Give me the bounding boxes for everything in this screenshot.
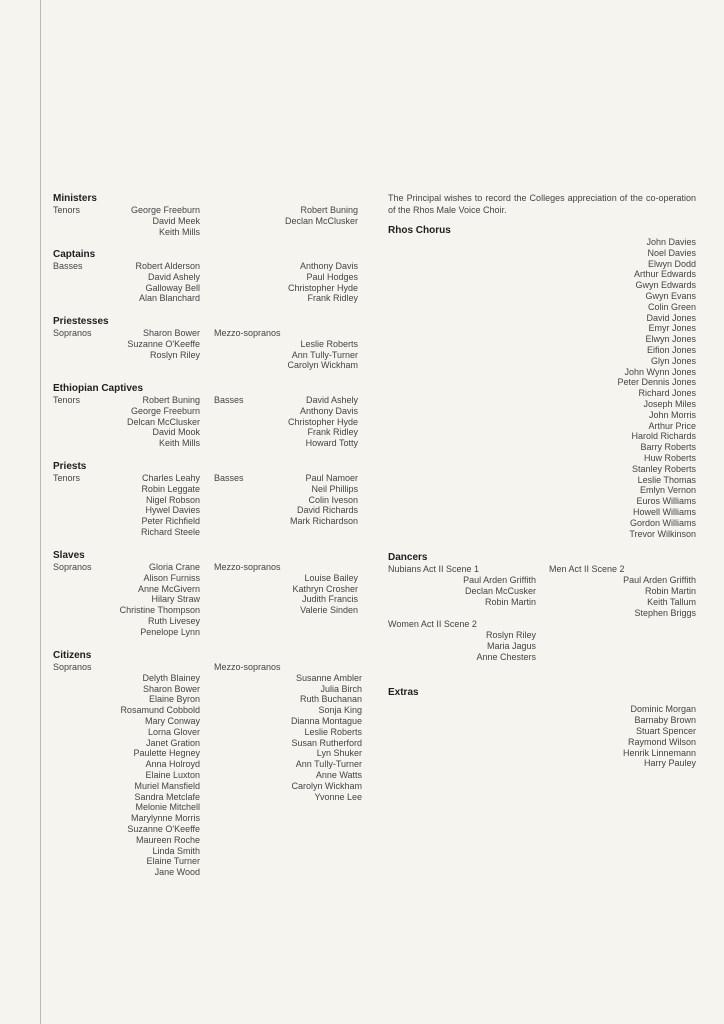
section-dancers: [388, 552, 696, 663]
cast-name: Arthur Price: [648, 420, 696, 431]
cast-name: Dianna Montague: [290, 715, 362, 726]
cast-name: Robert Buning: [142, 395, 200, 405]
name-list: [285, 205, 358, 227]
cast-name: Arthur Edwards: [633, 269, 696, 280]
cast-name: Suzanne O'Keeffe: [127, 823, 200, 834]
cast-name: Hywel Davies: [145, 505, 200, 516]
cast-name: Emyr Jones: [648, 323, 696, 334]
voice-label: Basses: [214, 473, 244, 483]
cast-name: Suzanne O'Keeffe: [127, 338, 200, 349]
cast-name: Robert Buning: [300, 205, 358, 215]
cast-name: Anna Holroyd: [145, 759, 200, 770]
cast-name: Leslie Thomas: [637, 474, 696, 485]
cast-name: Mark Richardson: [289, 516, 358, 527]
cast-name: John Morris: [648, 409, 696, 420]
cast-name: Elwyn Jones: [645, 334, 696, 345]
cast-name: Stephen Briggs: [634, 607, 696, 618]
cast-name: Glyn Jones: [650, 355, 696, 366]
voice-label: Tenors: [53, 473, 81, 483]
cast-name: Paul Hodges: [306, 271, 358, 282]
cast-name: Christine Thompson: [119, 605, 200, 616]
cast-name: Janet Gration: [145, 737, 200, 748]
cast-name: Sharon Bower: [142, 328, 200, 338]
section-heading: Rhos Chorus: [388, 225, 451, 236]
section-ministers: [53, 193, 368, 238]
cast-name: Gloria Crane: [148, 562, 200, 572]
cast-name: Susan Rutherford: [291, 737, 362, 748]
voice-label: Tenors: [53, 205, 81, 215]
group-label: Nubians Act II Scene 1: [388, 564, 480, 575]
cast-name: Robin Martin: [644, 585, 696, 596]
cast-name: Rosamund Cobbold: [120, 705, 200, 716]
cast-list-left-column: [53, 193, 368, 889]
cast-name: Raymond Wilson: [627, 736, 696, 747]
cast-name: Elaine Byron: [148, 694, 200, 705]
cast-name: Galloway Bell: [145, 282, 200, 293]
name-list: [127, 395, 200, 449]
section-slaves: [53, 550, 368, 639]
cast-name: Sharon Bower: [142, 683, 200, 694]
name-list: [288, 261, 358, 304]
section-priests: [53, 461, 368, 539]
cast-name: Linda Smith: [152, 845, 200, 856]
cast-name: Ruth Livesey: [147, 615, 200, 626]
cast-name: Joseph Miles: [643, 398, 696, 409]
name-list: [463, 575, 536, 607]
cast-name: John Wynn Jones: [624, 366, 696, 377]
name-list: [131, 205, 200, 237]
cast-name: Kathryn Crosher: [292, 583, 358, 594]
cast-name: Anne Chesters: [476, 651, 536, 662]
cast-name: Ruth Buchanan: [299, 694, 362, 705]
cast-name: David Meek: [152, 215, 200, 226]
section-body: [53, 205, 368, 238]
cast-name: Gwyn Edwards: [635, 280, 696, 291]
cast-name: Robin Martin: [484, 596, 536, 607]
cast-name: Keith Mills: [158, 438, 200, 449]
cast-name: Emlyn Vernon: [639, 485, 696, 496]
voice-label: Mezzo-sopranos: [214, 562, 281, 572]
acknowledgement-text: The Principal wishes to record the Colleges appreciation of the co-operation of the Rhos Male Voice Choir.: [388, 193, 696, 215]
cast-name: Howard Totty: [305, 438, 358, 449]
cast-name: Henrik Linnemann: [622, 747, 696, 758]
voice-label: Sopranos: [53, 328, 92, 338]
name-list: [120, 673, 200, 878]
section-heading: Ethiopian Captives: [53, 383, 144, 394]
cast-name: Yvonne Lee: [314, 791, 362, 802]
cast-name: David Mook: [152, 427, 200, 438]
section-heading: Captains: [53, 249, 96, 260]
cast-name: Euros Williams: [636, 496, 696, 507]
voice-label: Sopranos: [53, 562, 92, 572]
section-heading: Extras: [388, 687, 419, 699]
cast-name: Dominic Morgan: [630, 704, 696, 715]
cast-name: Leslie Roberts: [300, 338, 358, 349]
cast-name: Barnaby Brown: [634, 715, 696, 726]
cast-name: Nigel Robson: [145, 494, 200, 505]
cast-name: Carolyn Wickham: [291, 780, 362, 791]
cast-name: Valerie Sinden: [300, 605, 358, 616]
cast-name: Robert Alderson: [135, 261, 200, 271]
cast-name: Robin Leggate: [141, 483, 200, 494]
cast-name: Marylynne Morris: [130, 813, 200, 824]
cast-name: Ann Tully-Turner: [295, 759, 362, 770]
section-body: [53, 473, 368, 539]
cast-name: Roslyn Riley: [149, 349, 200, 360]
cast-name: Carolyn Wickham: [287, 360, 358, 371]
dancers-women-block: [388, 619, 696, 663]
cast-name: Alan Blanchard: [138, 293, 200, 304]
cast-name: Anthony Davis: [299, 261, 358, 271]
cast-name: Judith Francis: [301, 594, 358, 605]
name-list: [388, 237, 696, 539]
cast-name: Colin Green: [647, 301, 696, 312]
name-list: [287, 339, 358, 371]
section-priestesses: [53, 316, 368, 372]
cast-name: Harry Pauley: [643, 758, 696, 769]
cast-name: Gwyn Evans: [645, 290, 696, 301]
cast-name: Colin Iveson: [308, 494, 358, 505]
section-body: [53, 261, 368, 305]
name-list: [127, 328, 200, 360]
cast-name: Anne McGivern: [137, 583, 200, 594]
section-heading: Citizens: [53, 650, 92, 661]
cast-name: Jane Wood: [154, 867, 200, 878]
section-heading: Priests: [53, 461, 87, 472]
voice-label: Mezzo-sopranos: [214, 662, 281, 672]
cast-name: Howell Williams: [632, 506, 696, 517]
cast-name: Paul Arden Griffith: [463, 575, 536, 586]
cast-name: Peter Dennis Jones: [617, 377, 696, 388]
section-ethiopian-captives: [53, 383, 368, 450]
section-captains: [53, 249, 368, 305]
section-body: [53, 562, 368, 639]
name-list: [291, 673, 362, 803]
cast-name: Maria Jagus: [486, 640, 536, 651]
cast-name: Roslyn Riley: [485, 630, 536, 641]
section-heading: Slaves: [53, 550, 85, 561]
cast-name: Christopher Hyde: [287, 282, 358, 293]
cast-name: Sonja King: [318, 705, 362, 716]
cast-name: Maureen Roche: [135, 834, 200, 845]
cast-name: Trevor Wilkinson: [629, 528, 696, 539]
cast-name: Lorna Glover: [147, 726, 200, 737]
voice-label: Basses: [214, 395, 244, 405]
cast-name: Huw Roberts: [643, 452, 696, 463]
cast-name: Elaine Luxton: [145, 769, 200, 780]
dancers-act2-block: [388, 564, 696, 619]
cast-name: Frank Ridley: [307, 427, 358, 438]
cast-name: Noel Davies: [647, 247, 696, 258]
cast-name: David Jones: [646, 312, 696, 323]
cast-list-right-column: [388, 193, 696, 780]
group-label: Men Act II Scene 2: [549, 564, 625, 575]
cast-name: John Davies: [646, 237, 696, 247]
cast-name: Sandra Metclafe: [134, 791, 200, 802]
cast-name: Julia Birch: [320, 683, 362, 694]
group-label: Women Act II Scene 2: [388, 619, 477, 630]
section-rhos-chorus: [388, 225, 696, 539]
section-extras: [388, 687, 696, 769]
name-list: [288, 395, 358, 449]
name-list: [141, 473, 200, 538]
cast-name: Keith Tallum: [647, 596, 696, 607]
name-list: [290, 473, 358, 527]
cast-name: Neil Phillips: [311, 483, 358, 494]
section-heading: Dancers: [388, 552, 428, 564]
cast-name: Elwyn Dodd: [647, 258, 696, 269]
cast-name: Delcan McClusker: [126, 416, 200, 427]
section-body: [53, 328, 368, 372]
name-list: [623, 575, 696, 618]
cast-name: Richard Steele: [140, 526, 200, 537]
cast-name: David Ashely: [305, 395, 358, 405]
cast-name: Leslie Roberts: [304, 726, 362, 737]
cast-name: Paul Arden Griffith: [623, 575, 696, 586]
cast-name: Alison Furniss: [143, 572, 200, 583]
name-list: [388, 699, 696, 769]
cast-name: George Freeburn: [130, 405, 200, 416]
cast-name: Susanne Ambler: [295, 672, 362, 683]
cast-name: Melonie Mitchell: [135, 802, 200, 813]
name-list: [120, 562, 200, 638]
cast-name: Peter Richfield: [141, 516, 200, 527]
cast-name: Declan McClusker: [284, 215, 358, 226]
cast-name: Lyn Shuker: [316, 748, 362, 759]
cast-name: Charles Leahy: [141, 473, 200, 483]
cast-name: Eifion Jones: [646, 344, 696, 355]
cast-name: Louise Bailey: [304, 572, 358, 583]
cast-name: Declan McCusker: [464, 585, 536, 596]
cast-name: Anthony Davis: [299, 405, 358, 416]
cast-name: Keith Mills: [158, 226, 200, 237]
cast-name: Harold Richards: [631, 431, 696, 442]
cast-name: Elaine Turner: [146, 856, 200, 867]
section-heading: Ministers: [53, 193, 97, 204]
cast-name: Penelope Lynn: [140, 626, 200, 637]
cast-name: Stanley Roberts: [631, 463, 696, 474]
cast-name: George Freeburn: [130, 205, 200, 215]
cast-name: Ann Tully-Turner: [291, 349, 358, 360]
voice-label: Mezzo-sopranos: [214, 328, 281, 338]
name-list: [476, 630, 536, 662]
cast-name: Anne Watts: [315, 769, 362, 780]
section-citizens: [53, 650, 368, 878]
section-body: [53, 662, 368, 878]
cast-name: Muriel Mansfield: [134, 780, 200, 791]
cast-name: Gordon Williams: [629, 517, 696, 528]
voice-label: Tenors: [53, 395, 81, 405]
section-body: [53, 395, 368, 450]
cast-name: Mary Conway: [144, 715, 200, 726]
voice-label: Basses: [53, 261, 83, 271]
section-heading: Priestesses: [53, 316, 109, 327]
cast-name: Paulette Hegney: [133, 748, 200, 759]
cast-name: Paul Namoer: [305, 473, 358, 483]
cast-name: Barry Roberts: [640, 442, 696, 453]
name-list: [135, 261, 200, 304]
cast-name: Stuart Spencer: [635, 725, 696, 736]
cast-name: Frank Ridley: [307, 293, 358, 304]
cast-name: David Richards: [296, 505, 358, 516]
voice-label: Sopranos: [53, 662, 92, 672]
cast-name: David Ashely: [147, 271, 200, 282]
cast-name: Delyth Blainey: [142, 672, 200, 683]
cast-name: Hilary Straw: [151, 594, 200, 605]
name-list: [292, 573, 358, 616]
cast-name: Richard Jones: [638, 388, 696, 399]
cast-name: Christopher Hyde: [287, 416, 358, 427]
